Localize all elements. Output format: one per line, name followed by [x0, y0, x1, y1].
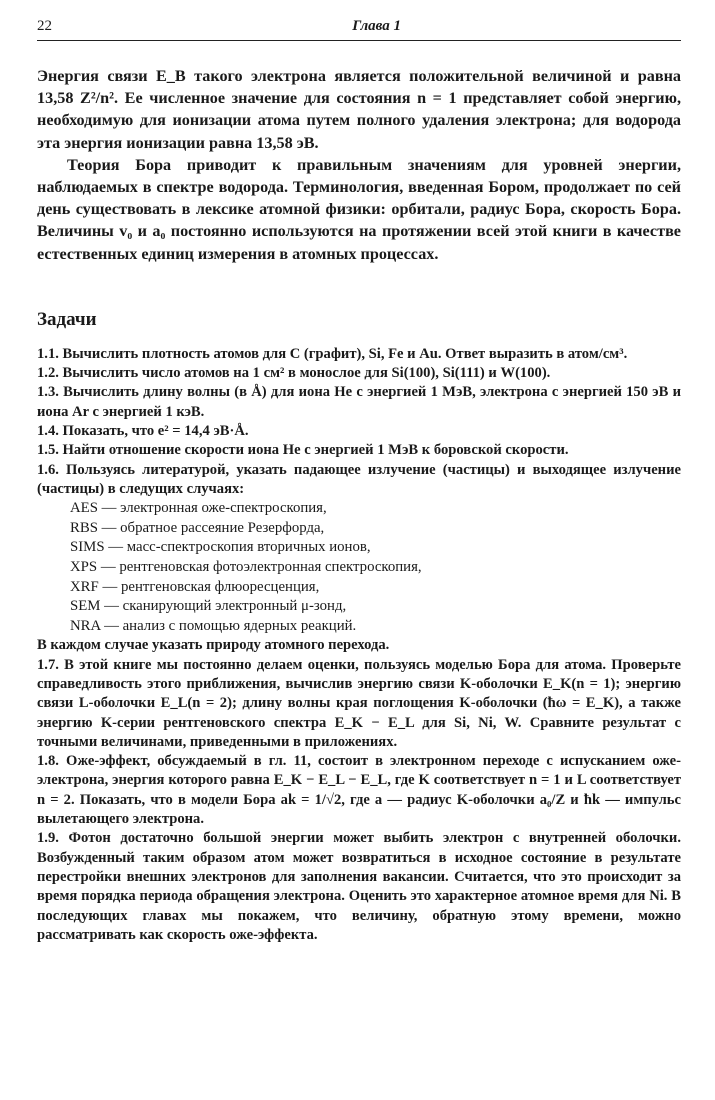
intro-paragraph-2: Теория Бора приводит к правильным значениям для уровней энергии, наблюдаемых в спектре водорода. Терминология, введенная Бором, продолжает по сей день существовать в лексике атомной физики: орбитали, радиус Бора, скорость Бора. Величины v₀ и a₀ постоянно используются на протяжении всей этой книги в качестве естественных единиц измерения в атомных процессах.: [37, 155, 681, 263]
abbreviation-item: RBS — обратное рассеяние Резерфорда,: [70, 519, 325, 536]
problem-item: 1.2. Вычислить число атомов на 1 см² в монослое для Si(100), Si(111) и W(100).: [37, 365, 551, 382]
abbreviation-item: AES — электронная оже-спектроскопия,: [70, 500, 327, 517]
problem-item: 1.7. В этой книге мы постоянно делаем оценки, пользуясь моделью Бора для атома. Проверьте справедливость этого приближения, вычислив энергию связи K-оболочки E_K(n = 1); энергию связи L-оболочки E_L(n = 2); длину волны края поглощения K-оболочки (ħω = E_K), а также энергию K-серии рентгеновского спектра E_K − E_L для Si, Ni, W. Сравните результат с точными величинами, приведенными в приложениях.: [37, 656, 681, 750]
intro-paragraph-1: Энергия связи E_B такого электрона является положительной величиной и равна 13,58 Z²/n². Ее численное значение для состояния n = 1 представляет собой энергию, необходимую для ионизации атома путем полного удаления электрона; для водорода эта энергия ионизации равна 13,58 эВ.: [37, 67, 681, 152]
list-footnote: В каждом случае указать природу атомного перехода.: [37, 637, 390, 654]
abbreviation-item: NRA — анализ с помощью ядерных реакций.: [70, 617, 357, 634]
section-title: Задачи: [37, 308, 97, 330]
problem-item: 1.1. Вычислить плотность атомов для C (графит), Si, Fe и Au. Ответ выразить в атом/см³.: [37, 345, 628, 362]
intro-text: [37, 65, 681, 265]
abbreviation-item: SEM — сканирующий электронный μ-зонд,: [70, 598, 347, 615]
running-header: [37, 18, 681, 41]
abbreviation-item: SIMS — масс-спектроскопия вторичных ионов,: [70, 539, 371, 556]
abbreviation-list: [37, 499, 681, 636]
problem-item: 1.4. Показать, что e² = 14,4 эВ·Å.: [37, 423, 249, 440]
problem-item: 1.3. Вычислить длину волны (в Å) для иона He с энергией 1 МэВ, электрона с энергией 150 эВ и иона Ar с энергией 1 кэВ.: [37, 384, 681, 420]
chapter-title: Глава 1: [352, 18, 401, 34]
problem-item: 1.8. Оже-эффект, обсуждаемый в гл. 11, состоит в электронном переходе с испусканием оже-электрона, энергия которого равна E_K − E_L − E_L, где K соответствует n = 1 и L соответствует n = 2. Показать, что в модели Бора ak = 1/√2, где a — радиус K-оболочки a₀/Z и ħk — импульс вылетающего электрона.: [37, 753, 681, 828]
problem-item: 1.6. Пользуясь литературой, указать падающее излучение (частицы) и выходящее излучение (частицы) в следущих случаях:: [37, 461, 681, 497]
problems-list: [37, 345, 681, 945]
page-number: 22: [37, 18, 52, 34]
abbreviation-item: XPS — рентгеновская фотоэлектронная спектроскопия,: [70, 558, 422, 575]
book-page: [37, 18, 681, 945]
abbreviation-item: XRF — рентгеновская флюоресценция,: [70, 578, 320, 595]
problem-item: 1.9. Фотон достаточно большой энергии может выбить электрон с внутренней оболочки. Возбужденный таким образом атом может возвратиться в исходное состояние в результате перестройки внешних электронов для заполнения вакансии. Считается, что это происходит за время порядка периода обращения электрона. Оценить это характерное атомное время для Ni. В последующих главах мы покажем, что величину, обратную этому времени, можно рассматривать как скорость оже-эффекта.: [37, 830, 681, 943]
problem-item: 1.5. Найти отношение скорости иона He с энергией 1 МэВ к боровской скорости.: [37, 442, 569, 459]
